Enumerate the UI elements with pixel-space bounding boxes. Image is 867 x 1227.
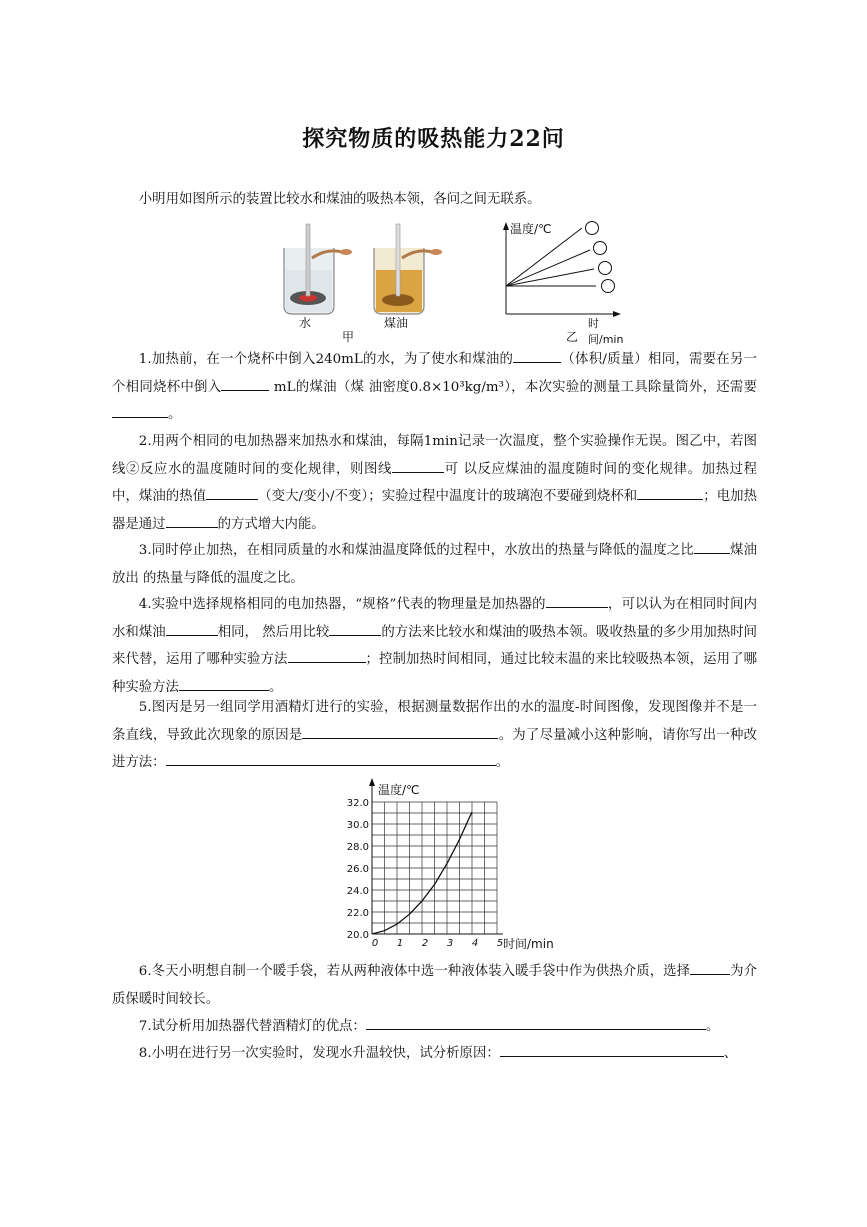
x-tick-label: 5 bbox=[496, 938, 504, 949]
q4-blank-1[interactable] bbox=[546, 593, 608, 608]
x-axis-label: 时间/min bbox=[503, 937, 554, 951]
y-tick-label: 30.0 bbox=[346, 820, 369, 831]
oil-beaker-image bbox=[374, 224, 442, 314]
q2-blank-3[interactable] bbox=[637, 485, 703, 500]
graph-y-axis-label: 温度/℃ bbox=[510, 222, 552, 236]
q4-blank-2[interactable] bbox=[166, 621, 218, 636]
y-tick-label: 26.0 bbox=[346, 864, 369, 875]
water-label: 水 bbox=[299, 316, 312, 330]
y-tick-label: 24.0 bbox=[346, 886, 369, 897]
q7-blank-1[interactable] bbox=[366, 1015, 706, 1030]
x-tick-label: 3 bbox=[446, 938, 454, 949]
q2-blank-2[interactable] bbox=[206, 485, 258, 500]
caption-yi: 乙 bbox=[566, 330, 579, 344]
caption-jia: 甲 bbox=[342, 330, 355, 344]
q5-blank-2[interactable] bbox=[166, 751, 496, 766]
q1-blank-3[interactable] bbox=[112, 403, 168, 418]
y-axis-label: 温度/℃ bbox=[378, 783, 420, 797]
water-beaker-image bbox=[284, 224, 352, 314]
q2-blank-1[interactable] bbox=[392, 458, 444, 473]
y-tick-label: 28.0 bbox=[346, 842, 369, 853]
question-2: 2.用两个相同的电加热器来加热水和煤油，每隔1min记录一次温度，整个实验操作无误。图乙中，若图线②反应水的温度随时间的变化规律，则图线 可 以反应煤油的温度随时间的变化规律。加热过程中，煤油的热值 （变大/变小/不变）；实验过程中温度计的玻璃泡不要碰到烧杯和 ；电加热器是通过 的方式增大内能。 bbox=[112, 434, 758, 532]
y-tick-label: 22.0 bbox=[346, 908, 369, 919]
question-3: 3.同时停止加热，在相同质量的水和煤油温度降低的过程中，水放出的热量与降低的温度之比 煤油放出 的热量与降低的温度之比。 bbox=[112, 537, 757, 592]
question-8: 8.小明在进行另一次实验时，发现水升温较快，试分析原因： 、 bbox=[112, 1040, 757, 1068]
apparatus-illustration bbox=[272, 218, 632, 346]
q5-blank-1[interactable] bbox=[302, 724, 498, 739]
q8-blank-1[interactable] bbox=[500, 1042, 724, 1057]
q1-blank-1[interactable] bbox=[513, 348, 561, 363]
page-title: 探究物质的吸热能力22问 bbox=[302, 126, 565, 152]
q4-blank-4[interactable] bbox=[288, 648, 366, 663]
x-tick-label: 2 bbox=[421, 938, 429, 949]
question-4: 4.实验中选择规格相同的电加热器，“规格”代表的物理量是加热器的 ，可以认为在相同时间内水和煤油 相同， 然后用比较 的方法来比较水和煤油的吸热本领。吸收热量的多少用加热时间来代替，运用了哪种实验方法 ；控制加热时间相同，通过比较末温的来比较吸热本领，运用了哪种实验方法 。 bbox=[112, 591, 757, 701]
q6-blank-1[interactable] bbox=[690, 960, 730, 975]
figure-apparatus bbox=[272, 218, 632, 346]
x-tick-label: 1 bbox=[396, 938, 404, 949]
q4-blank-5[interactable] bbox=[179, 676, 269, 691]
temperature-time-chart bbox=[326, 778, 566, 953]
x-tick-label: 0 bbox=[371, 938, 379, 949]
x-tick-label: 4 bbox=[471, 938, 479, 949]
q3-blank-1[interactable] bbox=[694, 539, 730, 554]
oil-label: 煤油 bbox=[384, 316, 409, 330]
question-1: 1.加热前，在一个烧杯中倒入240mL的水，为了使水和煤油的 （体积/质量）相同，需要在另一个相同烧杯中倒入 mL的煤油（煤 油密度0.8×10³kg/m³），本次实验的测量工具除量筒外，还需要。 bbox=[112, 346, 757, 429]
q4-blank-3[interactable] bbox=[329, 621, 381, 636]
q1-blank-2[interactable] bbox=[221, 376, 269, 391]
intro-text: 小明用如图所示的装置比较水和煤油的吸热本领，各问之间无联系。 bbox=[138, 192, 541, 207]
question-7: 7.试分析用加热器代替酒精灯的优点： 。 bbox=[112, 1013, 757, 1041]
y-axis-arrow bbox=[369, 778, 375, 786]
y-tick-label: 32.0 bbox=[346, 798, 369, 809]
question-5: 5.图丙是另一组同学用酒精灯进行的实验，根据测量数据作出的水的温度-时间图像，发现图像并不是一条直线，导致此次现象的原因是 。为了尽量减小这种影响，请你写出一种改进方法： 。 bbox=[112, 700, 757, 770]
y-tick-label: 20.0 bbox=[346, 930, 369, 941]
graph-x-axis-label: 时间/min bbox=[588, 317, 624, 346]
question-6: 6.冬天小明想自制一个暖手袋，若从两种液体中选一种液体装入暖手袋中作为供热介质，选择 为介质保暖时间较长。 bbox=[112, 958, 757, 1013]
q2-blank-4[interactable] bbox=[166, 513, 218, 528]
